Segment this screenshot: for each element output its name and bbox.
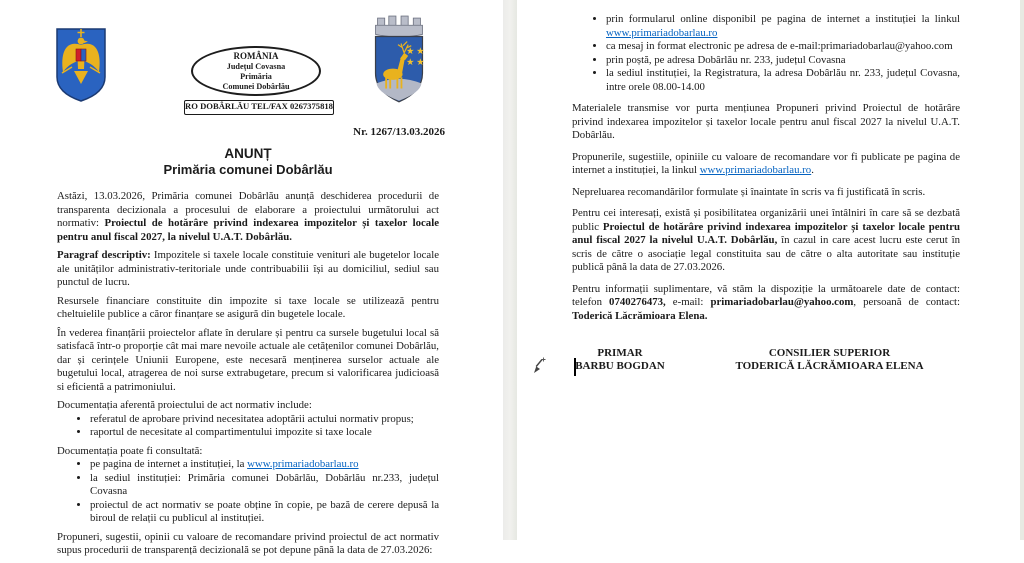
document-number: Nr. 1267/13.03.2026 bbox=[353, 126, 445, 138]
signature-name: TODERICĂ LĂCRĂMIOARA ELENA bbox=[735, 360, 924, 372]
dobarlau-coat-of-arms-icon bbox=[367, 14, 431, 112]
list-item-text: pe pagina de internet a instituției, la bbox=[90, 458, 248, 470]
contact-person: Toderică Lăcrămioara Elena. bbox=[572, 309, 708, 322]
signature-primar bbox=[562, 347, 678, 373]
signature-consilier bbox=[699, 347, 960, 373]
list-item: • ca mesaj in format electronic pe adresa de e-mail:primariadobarlau@yahoo.com bbox=[606, 40, 960, 54]
svg-text:★: ★ bbox=[406, 57, 415, 69]
submission-channels-list bbox=[572, 13, 960, 94]
institution-seal bbox=[191, 46, 321, 96]
page2-text bbox=[572, 13, 960, 373]
list-item: • proiectul de act normativ se poate obține în copie, pe bază de cerere depusă la biroul de relații cu publicul al instituției. bbox=[90, 499, 439, 526]
svg-text:★: ★ bbox=[406, 45, 415, 57]
signature-block bbox=[562, 347, 960, 373]
paragraph-text: Impozitele si taxele locale constituie venituri ale bugetelor locale ale unităților administrativ-teritoriale unde contribuabilii își au domiciliul, sediul sau punctul de lucru. bbox=[57, 249, 439, 288]
page-subtitle: Primăria comunei Dobârlău bbox=[163, 162, 333, 177]
paragraph-publication bbox=[572, 151, 960, 178]
list-item bbox=[606, 13, 960, 40]
contact-stamp: RO DOBÂRLĂU TEL/FAX 0267375818 bbox=[184, 100, 334, 115]
list-item: • la sediul instituției, la Registratura, la adresa Dobârlău nr. 233, județul Covasna, intre orele 08.00-14.00 bbox=[606, 67, 960, 94]
paragraph-text: Astăzi, 13.03.2026, Primăria comunei Dobârlău anunță deschiderea procedurii de transparenta decizionala a procesului de elaborare a proiectului următorului act normativ: bbox=[57, 190, 439, 229]
list-item-text: prin formularul online disponibil pe pagina de internet a instituției la linkul bbox=[606, 13, 960, 25]
email-address: primariadobarlau@yahoo.com bbox=[710, 296, 854, 308]
paragraph-text: e-mail: bbox=[665, 296, 711, 308]
list-item: • referatul de aprobare privind necesitatea adoptării actului normativ propus; bbox=[90, 413, 439, 427]
list-heading-documentation: Documentația aferentă proiectului de act normativ include: bbox=[57, 399, 312, 411]
list-item: • raportul de necesitate al compartimentului impozite si taxe locale bbox=[90, 426, 439, 440]
project-title-bold: Proiectul de hotărâre privind indexarea impozitelor și taxelor locale pentru anul fiscal 2027, la nivelul U.A.T. Dobârlău. bbox=[57, 217, 439, 243]
seal-county: Județul Covasna bbox=[226, 62, 286, 71]
paragraph-text: Propunerile, sugestiile, opiniile cu valoare de recomandare vor fi publicate pe pagina de internet a instituției, la linkul bbox=[572, 150, 960, 176]
list-item: • la sediul instituției: Primăria comunei Dobârlău, Dobârlău nr.233, județul Covasna bbox=[90, 472, 439, 499]
signature-role: CONSILIER SUPERIOR bbox=[768, 347, 891, 359]
svg-text:★: ★ bbox=[416, 45, 425, 57]
phone-number: 0740276473, bbox=[609, 296, 666, 308]
paragraph-text: în cazul in care acest lucru este cerut în scris de către o asociație legal constituita sau de către o alta autoritate sau instituție publică până la data de 27.03.2026. bbox=[572, 234, 960, 273]
text-cursor bbox=[574, 358, 576, 376]
page-title: ANUNȚ bbox=[224, 146, 272, 161]
romania-coat-of-arms-icon bbox=[55, 27, 107, 103]
paragraph-text: Pentru informații suplimentare, vă stăm la dispoziție la următoarele date de contact: telefon bbox=[572, 282, 960, 308]
seal-commune: Comunei Dobârlău bbox=[222, 82, 290, 92]
page-2 bbox=[517, 0, 1020, 540]
paragraph-text: , persoană de contact: bbox=[853, 296, 960, 308]
paragraph-materials: Materialele transmise vor purta mențiunea Propuneri privind Proiectul de hotărâre privind indexarea impozitelor și taxelor locale pentru anul fiscal 2027 la nivelul U.A.T. Dobârlău. bbox=[572, 102, 960, 141]
paragraph-text: . bbox=[811, 164, 814, 176]
project-title-bold: Proiectul de hotărâre privind indexarea impozitelor și taxelor locale pentru anul fiscal 2027 la nivelul U.A.T. Dobârlău, bbox=[572, 220, 960, 246]
list-item bbox=[90, 458, 439, 472]
website-link[interactable]: www.primariadobarlau.ro bbox=[606, 26, 718, 39]
website-link[interactable]: www.primariadobarlau.ro bbox=[247, 458, 359, 470]
paragraph-descriptive bbox=[57, 249, 439, 290]
list-item: • prin poștă, pe adresa Dobârlău nr. 233, județul Covasna bbox=[606, 54, 960, 68]
website-link[interactable]: www.primariadobarlau.ro bbox=[699, 164, 812, 176]
paragraph-resources: Resursele financiare constituite din impozite si taxe locale se utilizează pentru cheltuielile publice a căror finanțare se asigură din bugetele locale. bbox=[57, 294, 439, 320]
paragraph-justification: Nepreluarea recomandărilor formulate și înaintate în scris va fi justificată în scris. bbox=[572, 185, 926, 198]
signature-role: PRIMAR bbox=[597, 347, 643, 359]
paragraph-announcement bbox=[57, 190, 439, 244]
signature-name: BARBU BOGDAN bbox=[575, 360, 665, 372]
paragraph-proposals: Propuneri, sugestii, opinii cu valoare de recomandare privind proiectul de act normativ supus procedurii de transparență decizională se pot depune până la data de 27.03.2026: bbox=[57, 530, 439, 556]
paragraph-public-debate bbox=[572, 207, 960, 275]
page-divider bbox=[503, 0, 517, 540]
svg-text:★: ★ bbox=[416, 57, 425, 69]
list-heading-consultation: Documentația poate fi consultată: bbox=[57, 444, 203, 457]
paragraph-text: Pentru cei interesați, există și posibilitatea organizării unei întâlniri în care să se dezbată public bbox=[572, 207, 960, 233]
pen-cursor-icon bbox=[530, 356, 548, 376]
viewer-background bbox=[1020, 0, 1024, 540]
documentation-list bbox=[57, 413, 439, 440]
page-1 bbox=[0, 0, 503, 556]
consultation-list bbox=[57, 458, 439, 526]
paragraph-label-bold: Paragraf descriptiv: bbox=[57, 249, 151, 261]
paragraph-financing: În vederea finanțării proiectelor aflate în derulare și pentru ca sursele bugetului local să satisfacă într-o proporție cât mai mare nevoile actuale ale cetățenilor comunei Dobârlău, dar și cerințele Uniunii Europene, este necesară menținerea surselor actuale ale bugetului local, atragerea de noi surse extrabugetare, precum si valorificarea judicioasă si eficientă a patrimoniului. bbox=[57, 326, 439, 393]
seal-institution: Primăria bbox=[240, 72, 272, 82]
seal-country: ROMÂNIA bbox=[233, 51, 279, 61]
paragraph-contact bbox=[572, 283, 960, 324]
page1-text bbox=[57, 146, 439, 563]
